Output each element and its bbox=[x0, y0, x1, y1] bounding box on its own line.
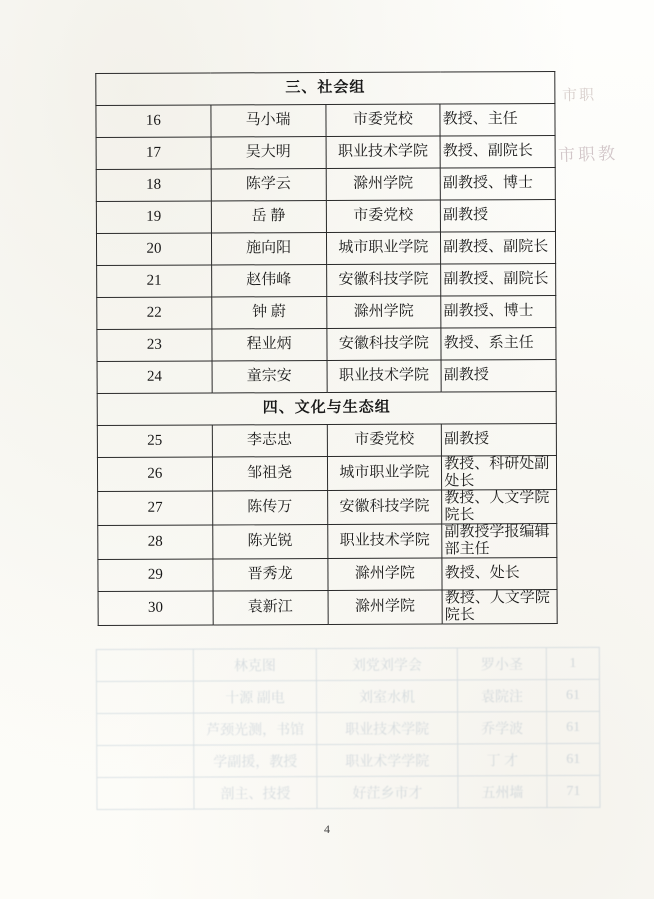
row-name: 童宗安 bbox=[212, 360, 327, 393]
bleed-cell: 罗小圣 bbox=[457, 648, 546, 680]
table-row bbox=[98, 489, 557, 525]
row-name: 施向阳 bbox=[211, 233, 326, 266]
bleed-cell: 1 bbox=[546, 647, 599, 679]
table-row bbox=[98, 523, 557, 559]
bleed-row bbox=[97, 775, 600, 809]
bleed-through-table-container bbox=[96, 647, 581, 810]
group-heading-row bbox=[96, 72, 555, 106]
row-num: 23 bbox=[97, 329, 212, 362]
bleed-cell: 十源 副电 bbox=[193, 681, 316, 714]
row-org: 安徽科技学院 bbox=[327, 490, 442, 525]
bleed-cell bbox=[97, 745, 194, 777]
row-org: 市委党校 bbox=[327, 424, 442, 457]
table-row bbox=[96, 199, 555, 233]
table-row bbox=[98, 557, 557, 591]
row-num: 16 bbox=[96, 105, 211, 138]
row-title: 副教授 bbox=[442, 423, 557, 456]
row-title: 教授、系主任 bbox=[441, 327, 556, 360]
row-num: 30 bbox=[98, 591, 213, 626]
row-name: 程业炳 bbox=[212, 328, 327, 361]
row-org: 市委党校 bbox=[326, 200, 441, 233]
row-num: 21 bbox=[97, 265, 212, 298]
expert-roster-table-container bbox=[95, 71, 557, 626]
table-row bbox=[96, 231, 555, 265]
row-org: 滁州学院 bbox=[326, 168, 441, 201]
row-num: 17 bbox=[96, 137, 211, 170]
group-heading-culture-ecology: 四、文化与生态组 bbox=[97, 391, 556, 425]
row-name: 晋秀龙 bbox=[213, 558, 328, 591]
row-title: 副教授学报编辑部主任 bbox=[442, 523, 557, 558]
row-name: 马小瑞 bbox=[211, 105, 326, 138]
row-title: 副教授、副院长 bbox=[441, 231, 556, 264]
row-num: 29 bbox=[98, 559, 213, 592]
bleed-cell: 剖主、技授 bbox=[194, 777, 317, 810]
bleed-cell: 刘党刘学会 bbox=[316, 648, 457, 681]
bleed-cell: 好茳乡市才 bbox=[317, 776, 458, 809]
row-org: 城市职业学院 bbox=[327, 456, 442, 491]
page-number: 4 bbox=[324, 822, 330, 836]
bleed-cell bbox=[97, 777, 194, 809]
row-title: 教授、人文学院院长 bbox=[442, 489, 557, 524]
row-org: 安徽科技学院 bbox=[326, 264, 441, 297]
row-title: 教授、人文学院院长 bbox=[442, 589, 557, 624]
table-body bbox=[96, 72, 557, 626]
row-title: 教授、处长 bbox=[442, 557, 557, 590]
row-org: 滁州学院 bbox=[326, 296, 441, 329]
row-name: 陈传万 bbox=[212, 490, 327, 525]
row-num: 19 bbox=[96, 201, 211, 234]
row-name: 钟 蔚 bbox=[212, 296, 327, 329]
row-title: 副教授 bbox=[441, 199, 556, 232]
row-name: 陈光锐 bbox=[213, 524, 328, 559]
row-title: 副教授 bbox=[441, 359, 556, 392]
row-org: 滁州学院 bbox=[327, 558, 442, 591]
table-row bbox=[96, 135, 555, 169]
bleed-row bbox=[97, 711, 600, 745]
row-num: 18 bbox=[96, 169, 211, 202]
table-row bbox=[97, 295, 556, 329]
row-org: 安徽科技学院 bbox=[326, 328, 441, 361]
row-title: 副教授、博士 bbox=[441, 295, 556, 328]
bleed-row bbox=[96, 679, 599, 713]
bleed-cell: 职业术学学院 bbox=[317, 744, 458, 777]
bleed-cell: 学副援，教授 bbox=[194, 745, 317, 778]
row-name: 邹祖尧 bbox=[212, 456, 327, 491]
bleed-row bbox=[97, 743, 600, 777]
bleed-cell bbox=[97, 713, 194, 745]
table-row bbox=[97, 327, 556, 361]
row-title: 教授、主任 bbox=[440, 103, 555, 136]
row-title: 教授、副院长 bbox=[440, 135, 555, 168]
row-org: 滁州学院 bbox=[328, 590, 443, 625]
row-num: 22 bbox=[97, 297, 212, 330]
table-row bbox=[96, 103, 555, 137]
bleed-cell: 五州墙 bbox=[458, 776, 547, 808]
row-name: 李志忠 bbox=[212, 424, 327, 457]
bleed-cell: 丁 才 bbox=[458, 744, 547, 776]
row-name: 袁新江 bbox=[213, 590, 328, 625]
bleed-cell: 61 bbox=[547, 711, 600, 743]
row-title: 副教授、博士 bbox=[440, 167, 555, 200]
table-row bbox=[97, 359, 556, 393]
row-name: 陈学云 bbox=[211, 169, 326, 202]
bleed-cell: 职业技术学院 bbox=[317, 712, 458, 745]
row-org: 城市职业学院 bbox=[326, 232, 441, 265]
row-num: 26 bbox=[97, 457, 212, 492]
bleed-through-table bbox=[96, 647, 601, 810]
table-row bbox=[97, 263, 556, 297]
row-num: 25 bbox=[97, 425, 212, 458]
bleed-stamp-top: 市职 bbox=[561, 87, 597, 105]
group-heading-social: 三、社会组 bbox=[96, 72, 555, 106]
row-num: 27 bbox=[98, 491, 213, 526]
row-name: 吴大明 bbox=[211, 137, 326, 170]
bleed-row bbox=[96, 647, 599, 681]
row-title: 教授、科研处副处长 bbox=[442, 455, 557, 490]
row-name: 岳 静 bbox=[211, 201, 326, 234]
expert-roster-table bbox=[95, 71, 557, 626]
row-num: 24 bbox=[97, 361, 212, 394]
table-row bbox=[96, 167, 555, 201]
row-org: 职业技术学院 bbox=[327, 524, 442, 559]
row-org: 职业技术学院 bbox=[327, 360, 442, 393]
row-num: 28 bbox=[98, 525, 213, 560]
group-heading-row bbox=[97, 391, 556, 425]
bleed-stamp-middle: 市职教 bbox=[557, 143, 619, 166]
row-num: 20 bbox=[96, 233, 211, 266]
table-row bbox=[98, 589, 557, 625]
bleed-cell bbox=[96, 649, 193, 681]
bleed-cell: 乔学波 bbox=[458, 712, 547, 744]
bleed-cell: 71 bbox=[547, 775, 600, 807]
row-title: 副教授、副院长 bbox=[441, 263, 556, 296]
row-org: 市委党校 bbox=[325, 104, 440, 137]
bleed-cell: 袁院注 bbox=[457, 680, 546, 712]
bleed-cell: 林克图 bbox=[193, 649, 316, 682]
table-row bbox=[97, 455, 556, 491]
bleed-cell: 61 bbox=[547, 743, 600, 775]
row-org: 职业技术学院 bbox=[326, 136, 441, 169]
bleed-cell: 61 bbox=[546, 679, 599, 711]
bleed-cell bbox=[96, 681, 193, 713]
bleed-cell: 刘室水机 bbox=[316, 680, 457, 713]
bleed-cell: 芦颈光测，书馆 bbox=[194, 713, 317, 746]
row-name: 赵伟峰 bbox=[211, 264, 326, 297]
table-row bbox=[97, 423, 556, 457]
